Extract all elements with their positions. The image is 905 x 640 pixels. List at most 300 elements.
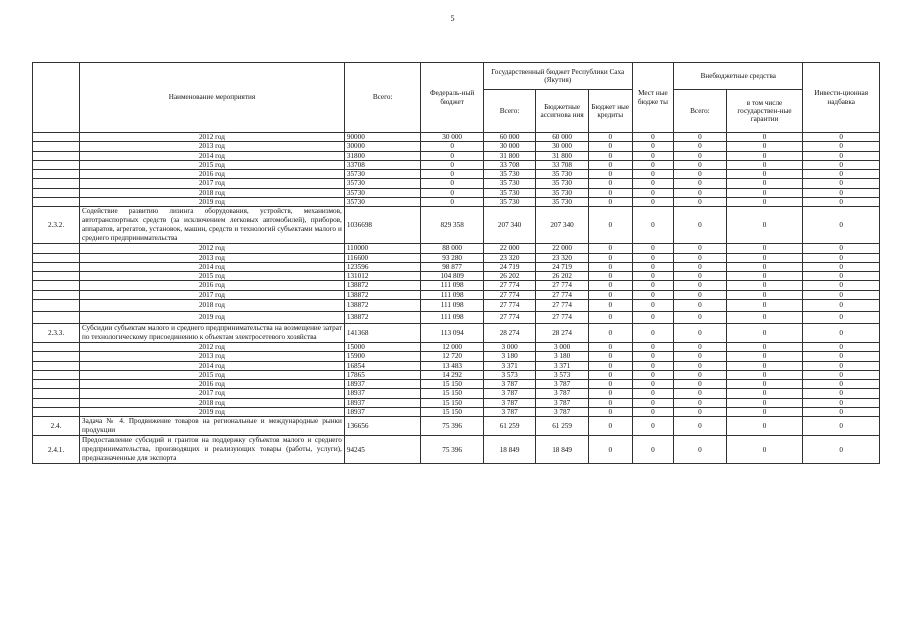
cell-cred: 0 — [588, 179, 632, 188]
row-code — [33, 361, 80, 370]
cell-alloc: 3 180 — [536, 352, 589, 361]
row-code — [33, 407, 80, 416]
cell-loc: 0 — [632, 207, 674, 244]
cell-ext: 0 — [674, 352, 727, 361]
year-row — [33, 133, 880, 142]
cell-fed: 111 098 — [421, 311, 483, 323]
row-code — [33, 151, 80, 160]
cell-alloc: 22 000 — [536, 244, 589, 253]
cell-alloc: 27 774 — [536, 299, 589, 311]
cell-ext: 0 — [674, 323, 727, 342]
cell-loc: 0 — [632, 244, 674, 253]
cell-gar: 0 — [726, 370, 803, 379]
cell-fed: 111 098 — [421, 281, 483, 290]
cell-gar: 0 — [726, 179, 803, 188]
cell-inv: 0 — [803, 398, 880, 407]
cell-cred: 0 — [588, 272, 632, 281]
cell-st: 3 180 — [483, 352, 536, 361]
year-row — [33, 361, 880, 370]
cell-gar: 0 — [726, 290, 803, 299]
cell-cred: 0 — [588, 407, 632, 416]
cell-total: 110000 — [344, 244, 421, 253]
cell-alloc: 3 787 — [536, 407, 589, 416]
cell-total: 90000 — [344, 133, 421, 142]
cell-fed: 111 098 — [421, 299, 483, 311]
cell-total: 138872 — [344, 281, 421, 290]
row-name: 2019 год — [80, 197, 345, 206]
header-code — [33, 63, 80, 133]
cell-ext: 0 — [674, 370, 727, 379]
cell-fed: 15 150 — [421, 398, 483, 407]
budget-table — [32, 62, 880, 464]
cell-gar: 0 — [726, 262, 803, 271]
row-name: Предоставление субсидий и грантов на поддержку субъектов малого и среднего предпринимательства, производящих и реализующих товары (работы, услуги), предназначенные для экспорта — [80, 436, 345, 464]
cell-inv: 0 — [803, 407, 880, 416]
cell-inv: 0 — [803, 133, 880, 142]
cell-cred: 0 — [588, 417, 632, 436]
cell-st: 22 000 — [483, 244, 536, 253]
cell-cred: 0 — [588, 299, 632, 311]
cell-cred: 0 — [588, 188, 632, 197]
row-name: 2016 год — [80, 170, 345, 179]
row-code — [33, 160, 80, 169]
row-code — [33, 311, 80, 323]
cell-ext: 0 — [674, 170, 727, 179]
row-code — [33, 179, 80, 188]
year-row — [33, 142, 880, 151]
cell-gar: 0 — [726, 311, 803, 323]
cell-gar: 0 — [726, 160, 803, 169]
cell-ext: 0 — [674, 361, 727, 370]
cell-st: 24 719 — [483, 262, 536, 271]
cell-fed: 75 396 — [421, 417, 483, 436]
year-row — [33, 151, 880, 160]
cell-total: 17865 — [344, 370, 421, 379]
cell-ext: 0 — [674, 436, 727, 464]
cell-total: 138872 — [344, 311, 421, 323]
year-row — [33, 179, 880, 188]
cell-inv: 0 — [803, 197, 880, 206]
cell-st: 3 787 — [483, 389, 536, 398]
header-state-total: Всего: — [483, 90, 536, 133]
cell-alloc: 60 000 — [536, 133, 589, 142]
cell-st: 31 800 — [483, 151, 536, 160]
row-name: 2013 год — [80, 142, 345, 151]
cell-total: 31800 — [344, 151, 421, 160]
cell-loc: 0 — [632, 142, 674, 151]
year-row — [33, 244, 880, 253]
cell-loc: 0 — [632, 323, 674, 342]
cell-ext: 0 — [674, 272, 727, 281]
cell-alloc: 3 573 — [536, 370, 589, 379]
cell-cred: 0 — [588, 323, 632, 342]
cell-st: 26 202 — [483, 272, 536, 281]
cell-alloc: 23 320 — [536, 253, 589, 262]
cell-fed: 75 396 — [421, 436, 483, 464]
cell-ext: 0 — [674, 142, 727, 151]
cell-st: 3 573 — [483, 370, 536, 379]
year-row — [33, 253, 880, 262]
cell-ext: 0 — [674, 311, 727, 323]
row-code: 2.3.3. — [33, 323, 80, 342]
cell-st: 3 371 — [483, 361, 536, 370]
year-row — [33, 262, 880, 271]
row-code — [33, 342, 80, 351]
cell-loc: 0 — [632, 407, 674, 416]
cell-loc: 0 — [632, 170, 674, 179]
cell-st: 35 730 — [483, 170, 536, 179]
header-extra-total: Всего: — [674, 90, 727, 133]
cell-fed: 0 — [421, 179, 483, 188]
header-name: Наименование мероприятия — [80, 63, 345, 133]
cell-gar: 0 — [726, 170, 803, 179]
cell-cred: 0 — [588, 151, 632, 160]
cell-fed: 88 000 — [421, 244, 483, 253]
section-row — [33, 436, 880, 464]
cell-ext: 0 — [674, 151, 727, 160]
year-row — [33, 170, 880, 179]
cell-alloc: 18 849 — [536, 436, 589, 464]
year-row — [33, 352, 880, 361]
header-federal: Федераль-ный бюджет — [421, 63, 483, 133]
cell-st: 3 787 — [483, 380, 536, 389]
row-name: 2018 год — [80, 299, 345, 311]
row-code: 2.4.1. — [33, 436, 80, 464]
cell-total: 123596 — [344, 262, 421, 271]
cell-inv: 0 — [803, 389, 880, 398]
cell-st: 3 000 — [483, 342, 536, 351]
cell-inv: 0 — [803, 151, 880, 160]
cell-loc: 0 — [632, 436, 674, 464]
section-row — [33, 207, 880, 244]
cell-gar: 0 — [726, 281, 803, 290]
cell-alloc: 61 259 — [536, 417, 589, 436]
year-row — [33, 389, 880, 398]
row-name: 2016 год — [80, 380, 345, 389]
year-row — [33, 281, 880, 290]
row-code — [33, 299, 80, 311]
section-row — [33, 323, 880, 342]
cell-loc: 0 — [632, 281, 674, 290]
cell-gar: 0 — [726, 188, 803, 197]
cell-gar: 0 — [726, 407, 803, 416]
cell-fed: 0 — [421, 142, 483, 151]
cell-cred: 0 — [588, 262, 632, 271]
cell-inv: 0 — [803, 417, 880, 436]
cell-total: 35730 — [344, 197, 421, 206]
year-row — [33, 160, 880, 169]
cell-cred: 0 — [588, 207, 632, 244]
cell-total: 15900 — [344, 352, 421, 361]
cell-ext: 0 — [674, 417, 727, 436]
cell-total: 138872 — [344, 299, 421, 311]
cell-ext: 0 — [674, 299, 727, 311]
cell-cred: 0 — [588, 370, 632, 379]
year-row — [33, 290, 880, 299]
cell-gar: 0 — [726, 436, 803, 464]
cell-fed: 12 000 — [421, 342, 483, 351]
cell-ext: 0 — [674, 281, 727, 290]
cell-cred: 0 — [588, 389, 632, 398]
cell-total: 1036698 — [344, 207, 421, 244]
header-state-guarantees: в том числе государствен-ные гарантии — [726, 90, 803, 133]
table-body — [33, 133, 880, 464]
cell-cred: 0 — [588, 281, 632, 290]
cell-fed: 113 094 — [421, 323, 483, 342]
cell-inv: 0 — [803, 352, 880, 361]
cell-loc: 0 — [632, 197, 674, 206]
cell-total: 136656 — [344, 417, 421, 436]
row-code: 2.4. — [33, 417, 80, 436]
cell-alloc: 28 274 — [536, 323, 589, 342]
cell-gar: 0 — [726, 398, 803, 407]
cell-st: 23 320 — [483, 253, 536, 262]
cell-alloc: 207 340 — [536, 207, 589, 244]
cell-inv: 0 — [803, 361, 880, 370]
cell-loc: 0 — [632, 272, 674, 281]
cell-ext: 0 — [674, 207, 727, 244]
cell-fed: 15 150 — [421, 380, 483, 389]
row-name: 2015 год — [80, 160, 345, 169]
year-row — [33, 272, 880, 281]
cell-inv: 0 — [803, 281, 880, 290]
cell-loc: 0 — [632, 361, 674, 370]
cell-loc: 0 — [632, 342, 674, 351]
row-code — [33, 142, 80, 151]
cell-inv: 0 — [803, 342, 880, 351]
cell-cred: 0 — [588, 436, 632, 464]
cell-cred: 0 — [588, 398, 632, 407]
cell-st: 3 787 — [483, 398, 536, 407]
cell-total: 18937 — [344, 380, 421, 389]
cell-loc: 0 — [632, 188, 674, 197]
cell-loc: 0 — [632, 160, 674, 169]
cell-total: 131012 — [344, 272, 421, 281]
cell-loc: 0 — [632, 380, 674, 389]
year-row — [33, 197, 880, 206]
cell-st: 27 774 — [483, 290, 536, 299]
cell-inv: 0 — [803, 142, 880, 151]
cell-fed: 15 150 — [421, 389, 483, 398]
cell-gar: 0 — [726, 197, 803, 206]
cell-cred: 0 — [588, 352, 632, 361]
cell-inv: 0 — [803, 179, 880, 188]
cell-total: 35730 — [344, 179, 421, 188]
cell-ext: 0 — [674, 188, 727, 197]
row-code — [33, 253, 80, 262]
cell-alloc: 30 000 — [536, 142, 589, 151]
cell-inv: 0 — [803, 272, 880, 281]
cell-gar: 0 — [726, 133, 803, 142]
cell-loc: 0 — [632, 262, 674, 271]
row-code — [33, 244, 80, 253]
cell-st: 27 774 — [483, 299, 536, 311]
row-name: 2015 год — [80, 272, 345, 281]
cell-st: 207 340 — [483, 207, 536, 244]
section-row — [33, 417, 880, 436]
row-name: 2017 год — [80, 179, 345, 188]
cell-alloc: 27 774 — [536, 290, 589, 299]
cell-loc: 0 — [632, 290, 674, 299]
header-budget-alloc: Бюджетные ассигнова ния — [536, 90, 589, 133]
cell-alloc: 3 371 — [536, 361, 589, 370]
row-name: 2013 год — [80, 253, 345, 262]
row-code — [33, 281, 80, 290]
cell-ext: 0 — [674, 398, 727, 407]
cell-fed: 0 — [421, 170, 483, 179]
row-name: 2016 год — [80, 281, 345, 290]
cell-fed: 12 720 — [421, 352, 483, 361]
row-name: 2014 год — [80, 262, 345, 271]
cell-alloc: 35 730 — [536, 170, 589, 179]
cell-gar: 0 — [726, 244, 803, 253]
cell-alloc: 31 800 — [536, 151, 589, 160]
cell-fed: 93 280 — [421, 253, 483, 262]
cell-inv: 0 — [803, 290, 880, 299]
cell-cred: 0 — [588, 311, 632, 323]
cell-loc: 0 — [632, 398, 674, 407]
row-code — [33, 133, 80, 142]
cell-ext: 0 — [674, 133, 727, 142]
cell-alloc: 24 719 — [536, 262, 589, 271]
cell-gar: 0 — [726, 207, 803, 244]
year-row — [33, 407, 880, 416]
cell-ext: 0 — [674, 244, 727, 253]
row-name: 2015 год — [80, 370, 345, 379]
cell-gar: 0 — [726, 380, 803, 389]
row-name: 2018 год — [80, 398, 345, 407]
row-name: 2014 год — [80, 361, 345, 370]
cell-total: 33708 — [344, 160, 421, 169]
row-code — [33, 197, 80, 206]
row-code — [33, 262, 80, 271]
cell-cred: 0 — [588, 133, 632, 142]
cell-st: 35 730 — [483, 197, 536, 206]
row-name: 2013 год — [80, 352, 345, 361]
row-name: 2012 год — [80, 244, 345, 253]
row-name: Субсидии субъектам малого и среднего предпринимательства на возмещение затрат по технологическому присоединению к объектам электросетевого хозяйства — [80, 323, 345, 342]
cell-alloc: 3 000 — [536, 342, 589, 351]
row-name: 2019 год — [80, 407, 345, 416]
cell-gar: 0 — [726, 389, 803, 398]
row-code — [33, 188, 80, 197]
cell-fed: 0 — [421, 151, 483, 160]
cell-total: 35730 — [344, 188, 421, 197]
cell-st: 60 000 — [483, 133, 536, 142]
cell-inv: 0 — [803, 311, 880, 323]
cell-fed: 0 — [421, 188, 483, 197]
cell-inv: 0 — [803, 262, 880, 271]
cell-gar: 0 — [726, 361, 803, 370]
year-row — [33, 380, 880, 389]
cell-inv: 0 — [803, 380, 880, 389]
cell-st: 30 000 — [483, 142, 536, 151]
header-total: Всего: — [344, 63, 421, 133]
cell-total: 138872 — [344, 290, 421, 299]
row-name: Задача № 4. Продвижение товаров на региональные и международные рынки продукции — [80, 417, 345, 436]
cell-inv: 0 — [803, 436, 880, 464]
cell-ext: 0 — [674, 253, 727, 262]
cell-st: 33 708 — [483, 160, 536, 169]
cell-fed: 0 — [421, 160, 483, 169]
cell-total: 116600 — [344, 253, 421, 262]
cell-fed: 111 098 — [421, 290, 483, 299]
cell-loc: 0 — [632, 151, 674, 160]
cell-alloc: 3 787 — [536, 380, 589, 389]
cell-inv: 0 — [803, 244, 880, 253]
cell-ext: 0 — [674, 179, 727, 188]
cell-fed: 14 292 — [421, 370, 483, 379]
header-investment: Инвести-ционная надбавка — [803, 63, 880, 133]
cell-cred: 0 — [588, 380, 632, 389]
year-row — [33, 342, 880, 351]
cell-fed: 104 809 — [421, 272, 483, 281]
row-code — [33, 380, 80, 389]
cell-alloc: 3 787 — [536, 389, 589, 398]
cell-cred: 0 — [588, 197, 632, 206]
cell-fed: 0 — [421, 197, 483, 206]
header-budget-credits: Бюджет ные кредиты — [588, 90, 632, 133]
cell-ext: 0 — [674, 389, 727, 398]
cell-st: 18 849 — [483, 436, 536, 464]
cell-ext: 0 — [674, 407, 727, 416]
cell-gar: 0 — [726, 253, 803, 262]
cell-gar: 0 — [726, 142, 803, 151]
cell-inv: 0 — [803, 188, 880, 197]
cell-st: 27 774 — [483, 311, 536, 323]
row-code — [33, 398, 80, 407]
cell-total: 30000 — [344, 142, 421, 151]
row-code — [33, 170, 80, 179]
cell-alloc: 35 730 — [536, 197, 589, 206]
cell-total: 16854 — [344, 361, 421, 370]
cell-total: 15000 — [344, 342, 421, 351]
cell-gar: 0 — [726, 352, 803, 361]
cell-st: 27 774 — [483, 281, 536, 290]
row-code: 2.3.2. — [33, 207, 80, 244]
cell-ext: 0 — [674, 262, 727, 271]
cell-inv: 0 — [803, 253, 880, 262]
cell-cred: 0 — [588, 361, 632, 370]
row-name: Содействие развитию лизинга оборудования, устройств, механизмов, автотранспортных средств (за исключением легковых автомобилей), приборов, аппаратов, агрегатов, установок, машин, средств и технологий субъектами малого и среднего предпринимательства — [80, 207, 345, 244]
row-name: 2017 год — [80, 290, 345, 299]
cell-st: 3 787 — [483, 407, 536, 416]
cell-inv: 0 — [803, 299, 880, 311]
cell-alloc: 27 774 — [536, 311, 589, 323]
cell-total: 35730 — [344, 170, 421, 179]
row-code — [33, 352, 80, 361]
cell-total: 94245 — [344, 436, 421, 464]
cell-total: 141368 — [344, 323, 421, 342]
row-name: 2017 год — [80, 389, 345, 398]
cell-st: 35 730 — [483, 188, 536, 197]
cell-inv: 0 — [803, 323, 880, 342]
cell-gar: 0 — [726, 417, 803, 436]
cell-cred: 0 — [588, 342, 632, 351]
cell-total: 18937 — [344, 407, 421, 416]
row-name: 2012 год — [80, 342, 345, 351]
cell-st: 35 730 — [483, 179, 536, 188]
cell-alloc: 3 787 — [536, 398, 589, 407]
cell-ext: 0 — [674, 160, 727, 169]
cell-inv: 0 — [803, 370, 880, 379]
cell-ext: 0 — [674, 290, 727, 299]
cell-alloc: 27 774 — [536, 281, 589, 290]
cell-ext: 0 — [674, 197, 727, 206]
cell-gar: 0 — [726, 151, 803, 160]
cell-st: 61 259 — [483, 417, 536, 436]
cell-alloc: 33 708 — [536, 160, 589, 169]
